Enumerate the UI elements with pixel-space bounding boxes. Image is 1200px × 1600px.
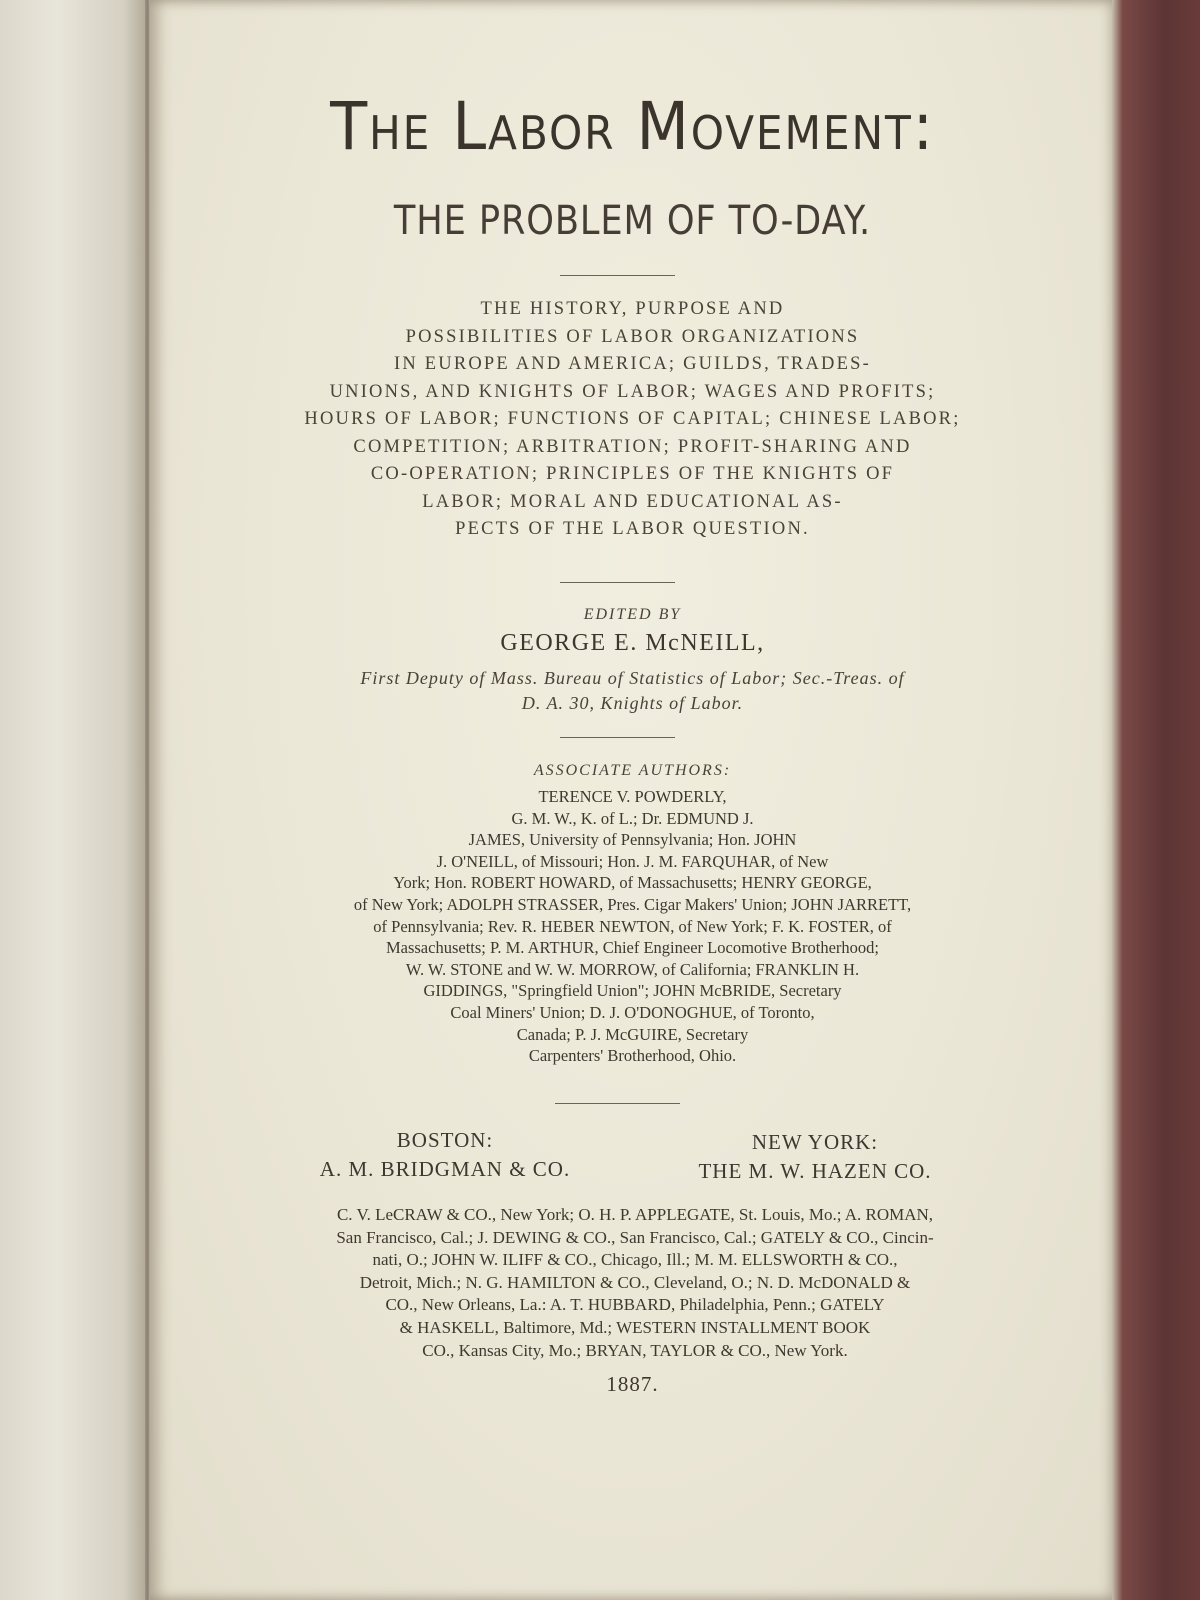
title-page-content	[150, 0, 1115, 1600]
agent-line: CO., Kansas City, Mo.; BRYAN, TAYLOR & CO., New York.	[422, 1340, 848, 1360]
associate-line: TERENCE V. POWDERLY,	[538, 787, 727, 806]
publisher-name: THE M. W. HAZEN CO.	[698, 1159, 932, 1183]
publisher-city: NEW YORK:	[751, 1130, 879, 1154]
associate-line: of New York; ADOLPH STRASSER, Pres. Cigar Makers' Union; JOHN JARRETT,	[353, 894, 912, 914]
associate-line: of Pennsylvania; Rev. R. HEBER NEWTON, of New York; F. K. FOSTER, of	[373, 916, 892, 936]
publication-year: 1887.	[606, 1372, 659, 1396]
divider-rule	[560, 737, 675, 738]
associate-line: Coal Miners' Union; D. J. O'DONOGHUE, of Toronto,	[450, 1002, 815, 1022]
book-title: The Labor Movement:	[330, 88, 935, 165]
publisher-boston	[280, 1126, 610, 1184]
edited-by-label: EDITED BY	[583, 606, 682, 623]
description-line: COMPETITION; ARBITRATION; PROFIT-SHARING AND	[353, 436, 912, 457]
description-line: LABOR; MORAL AND EDUCATIONAL AS-	[422, 491, 843, 512]
description-line: UNIONS, AND KNIGHTS OF LABOR; WAGES AND PROFITS;	[329, 381, 936, 402]
associate-line: Carpenters' Brotherhood, Ohio.	[528, 1046, 737, 1066]
associate-line: Massachusetts; P. M. ARTHUR, Chief Engineer Locomotive Brotherhood;	[385, 938, 880, 958]
description-line: POSSIBILITIES OF LABOR ORGANIZATIONS	[405, 326, 860, 347]
book-subtitle: THE PROBLEM OF TO-DAY.	[393, 198, 872, 244]
agent-line: C. V. LeCRAW & CO., New York; O. H. P. APPLEGATE, St. Louis, Mo.; A. ROMAN,	[336, 1205, 934, 1224]
agent-line: nati, O.; JOHN W. ILIFF & CO., Chicago, Ill.; M. M. ELLSWORTH & CO.,	[372, 1250, 898, 1270]
editor-role-line: D. A. 30, Knights of Labor.	[521, 693, 744, 713]
agent-line: CO., New Orleans, La.: A. T. HUBBARD, Philadelphia, Penn.; GATELY	[385, 1295, 885, 1315]
divider-rule	[560, 275, 675, 276]
associate-line: W. W. STONE and W. W. MORROW, of California; FRANKLIN H.	[405, 959, 860, 979]
associate-line: Canada; P. J. McGUIRE, Secretary	[516, 1024, 749, 1044]
associate-line: JAMES, University of Pennsylvania; Hon. JOHN	[468, 830, 797, 850]
associate-authors-heading: ASSOCIATE AUTHORS:	[533, 762, 732, 779]
description-line: PECTS OF THE LABOR QUESTION.	[455, 519, 810, 539]
divider-rule	[560, 582, 675, 583]
divider-rule	[555, 1103, 680, 1104]
left-page	[0, 0, 145, 1600]
description-line: IN EUROPE AND AMERICA; GUILDS, TRADES-	[394, 354, 871, 374]
description-line: CO-OPERATION; PRINCIPLES OF THE KNIGHTS OF	[370, 464, 895, 484]
publisher-new-york	[650, 1128, 980, 1186]
publisher-city: BOSTON:	[396, 1128, 494, 1152]
agent-line: & HASKELL, Baltimore, Md.; WESTERN INSTALLMENT BOOK	[399, 1317, 871, 1337]
editor-role	[210, 666, 1055, 716]
associate-line: GIDDINGS, "Springfield Union"; JOHN McBRIDE, Secretary	[423, 981, 842, 1001]
description-line: THE HISTORY, PURPOSE AND	[480, 299, 785, 319]
associate-line: York; Hon. ROBERT HOWARD, of Massachusetts; HENRY GEORGE,	[393, 873, 872, 893]
associate-authors-list	[195, 786, 1070, 1067]
associate-line: G. M. W., K. of L.; Dr. EDMUND J.	[511, 808, 754, 828]
agent-line: San Francisco, Cal.; J. DEWING & CO., San Francisco, Cal.; GATELY & CO., Cincin-	[336, 1227, 934, 1247]
editor-name: GEORGE E. McNEILL,	[500, 630, 765, 656]
associate-line: J. O'NEILL, of Missouri; Hon. J. M. FARQUHAR, of New	[436, 851, 829, 871]
description-line: HOURS OF LABOR; FUNCTIONS OF CAPITAL; CHINESE LABOR;	[304, 409, 961, 429]
agents-list	[195, 1204, 1075, 1362]
editor-role-line: First Deputy of Mass. Bureau of Statistics of Labor; Sec.-Treas. of	[360, 668, 905, 688]
book-cover-edge	[1112, 0, 1200, 1600]
agent-line: Detroit, Mich.; N. G. HAMILTON & CO., Cleveland, O.; N. D. McDONALD &	[359, 1272, 911, 1292]
contents-description	[225, 296, 1040, 544]
publisher-name: A. M. BRIDGMAN & CO.	[319, 1157, 571, 1181]
